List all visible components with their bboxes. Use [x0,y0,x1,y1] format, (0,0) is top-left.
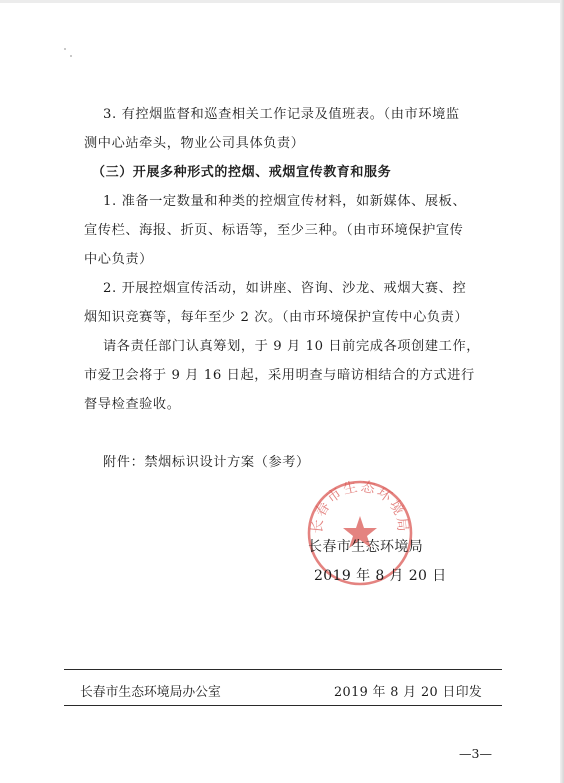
signature-date: 2019 年 8 月 20 日 [314,568,447,584]
attachment-note: 附件：禁烟标识设计方案（参考） [103,455,310,470]
scan-edge-top [0,0,564,3]
seal-lettering: 长春市生态环境局 [309,478,411,535]
item1-line3: 中心负责） [84,252,153,267]
item3-line2: 测中心站牵头，物业公司具体负责） [84,136,305,151]
item2-line1: 2. 开展控烟宣传活动，如讲座、咨询、沙龙、戒烟大赛、控 [103,281,467,296]
footer-rule-bottom [64,705,502,706]
section-heading: （三）开展多种形式的控烟、戒烟宣传教育和服务 [92,165,392,180]
footer-rule-top [64,669,502,670]
signature-org: 长春市生态环境局 [308,539,424,555]
item1-line2: 宣传栏、海报、折页、标语等，至少三种。（由市环境保护宣传 [84,223,464,238]
closing-line1: 请各责任部门认真筹划，于 9 月 10 日前完成各项创建工作， [103,339,481,354]
item2-line2: 烟知识竞赛等，每年至少 2 次。（由市环境保护宣传中心负责） [84,310,469,325]
scan-edge-right [560,0,564,783]
scan-speck [70,55,72,57]
footer-issue-date: 2019 年 8 月 20 日印发 [334,685,483,700]
item3-line1: 3. 有控烟监督和巡查相关工作记录及值班表。（由市环境监 [103,107,460,122]
closing-line2: 市爱卫会将于 9 月 16 日起，采用明查与暗访相结合的方式进行 [84,368,475,383]
page-number: —3— [459,746,492,761]
footer-issuer: 长春市生态环境局办公室 [80,685,221,700]
item1-line1: 1. 准备一定数量和种类的控烟宣传材料，如新媒体、展板、 [103,194,467,209]
scan-speck [64,48,66,50]
closing-line3: 督导检查验收。 [84,397,181,412]
